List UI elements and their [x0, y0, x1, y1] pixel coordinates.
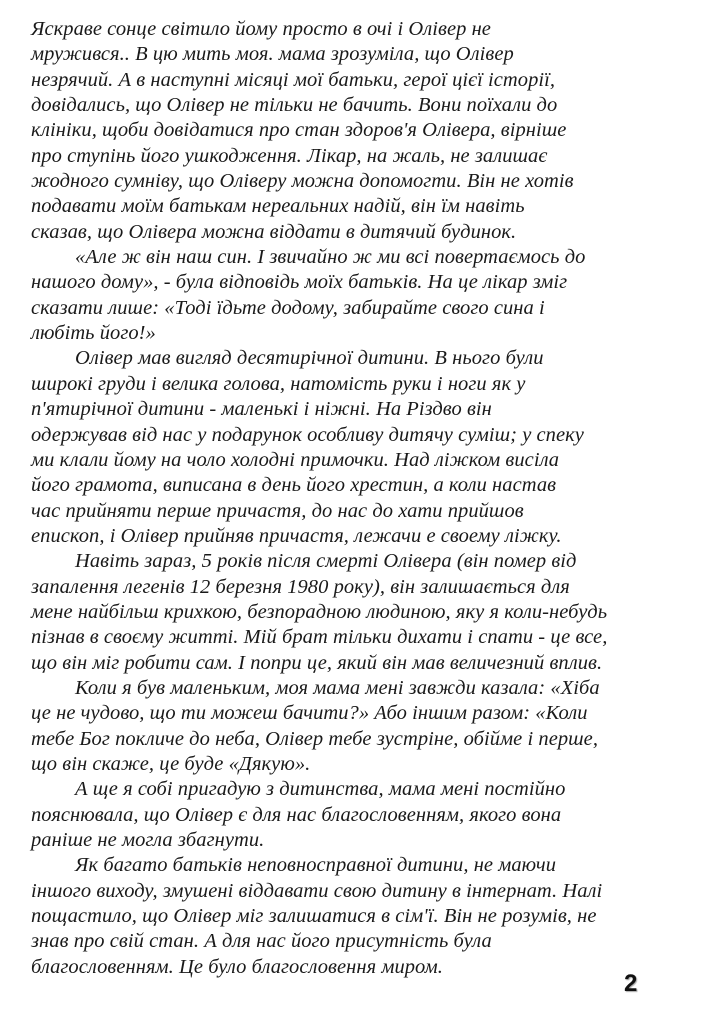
paragraph: [31, 676, 701, 777]
text-line: довідались, що Олівер не тільки не бачить. Вони поїхали до: [31, 94, 558, 117]
text-line: «Але ж він наш син. І звичайно ж ми всі повертаємось до: [75, 246, 586, 269]
text-line: пізнав в своєму житті. Мій брат тільки дихати і спати - це все,: [31, 626, 608, 649]
paragraph: [31, 853, 701, 980]
text-line: мружився.. В цю мить моя. мама зрозуміла, що Олівер: [31, 43, 514, 66]
text-line: сказав, що Олівера можна віддати в дитячий будинок.: [31, 220, 517, 243]
text-line: запалення легенів 12 березня 1980 року), він залишається для: [31, 575, 570, 598]
text-line: час прийняти перше причастя, до нас до хати прийшов: [31, 499, 524, 522]
text-line: Яскраве сонце світило йому просто в очі і Олівер не: [31, 18, 491, 40]
text-line: це не чудово, що ти можеш бачити?» Або іншим разом: «Коли: [31, 702, 588, 725]
text-line: любіть його!»: [31, 322, 156, 345]
text-line: раніше не могла збагнути.: [31, 829, 265, 851]
paragraph: [31, 777, 701, 853]
text-line: Олівер мав вигляд десятирічної дитини. В нього були: [75, 347, 544, 370]
text-line: пояснювала, що Олівер є для нас благословенням, якого вона: [31, 803, 562, 826]
paragraph: [31, 346, 701, 549]
text-line: нашого дому», - була відповідь моїх батьків. На це лікар зміг: [31, 271, 568, 294]
text-line: мене найбільш крихкою, безпорадною людиною, яку я коли-небудь: [31, 600, 608, 623]
text-line: незрячий. А в наступні місяці мої батьки, герої цієї історії,: [31, 68, 556, 91]
text-line: що він міг робити сам. І попри це, який він мав величезний вплив.: [31, 651, 603, 674]
text-line: Коли я був маленьким, моя мама мені завжди казала: «Хіба: [75, 676, 600, 699]
text-line: іншого виходу, змушені віддавати свою дитину в інтернат. Налі: [31, 879, 603, 902]
text-line: А ще я собі пригадую з дитинства, мама мені постійно: [75, 778, 566, 801]
text-line: ми клали йому на чоло холодні примочки. Над ліжком висіла: [31, 448, 560, 471]
text-line: п'ятирічної дитини - маленькі і ніжні. На Різдво він: [31, 398, 492, 421]
text-line: Навіть зараз, 5 років після смерті Олівера (він помер від: [75, 550, 577, 573]
text-line: широкі груди і велика голова, натомість руки і ноги як у: [31, 372, 526, 395]
text-line: жодного сумніву, що Оліверу можна допомогти. Він не хотів: [31, 170, 574, 193]
text-line: про ступінь його ушкодження. Лікар, на жаль, не залишає: [31, 144, 548, 167]
body-text: [31, 17, 701, 980]
text-line: сказати лише: «Тоді їдьте додому, забирайте свого сина і: [31, 296, 545, 319]
text-line: одержував від нас у подарунок особливу дитячу суміш; у спеку: [31, 423, 584, 446]
text-line: що він скаже, це буде «Дякую».: [31, 752, 311, 775]
text-line: клініки, щоби довідатися про стан здоров'я Олівера, вірніше: [31, 119, 567, 142]
page-number: 2: [624, 970, 638, 997]
text-line: благословенням. Це було благословення миром.: [31, 955, 443, 978]
paragraph: [31, 549, 701, 676]
text-line: тебе Бог покличе до неба, Олівер тебе зустріне, обійме і перше,: [31, 727, 598, 750]
text-line: його грамота, виписана в день його хрестин, а коли настав: [31, 474, 557, 497]
paragraph: [31, 245, 701, 346]
text-line: знав про свій стан. А для нас його присутність була: [31, 930, 492, 953]
text-line: пощастило, що Олівер міг залишатися в сім'ї. Він не розумів, не: [31, 905, 597, 928]
text-line: епископ, і Олівер прийняв причастя, лежачи е своему ліжку.: [31, 524, 562, 547]
paragraph: [31, 17, 701, 245]
text-line: Як багато батьків неповносправної дитини, не маючи: [75, 854, 557, 877]
text-line: подавати моїм батькам нереальних надій, він їм навіть: [31, 195, 525, 218]
